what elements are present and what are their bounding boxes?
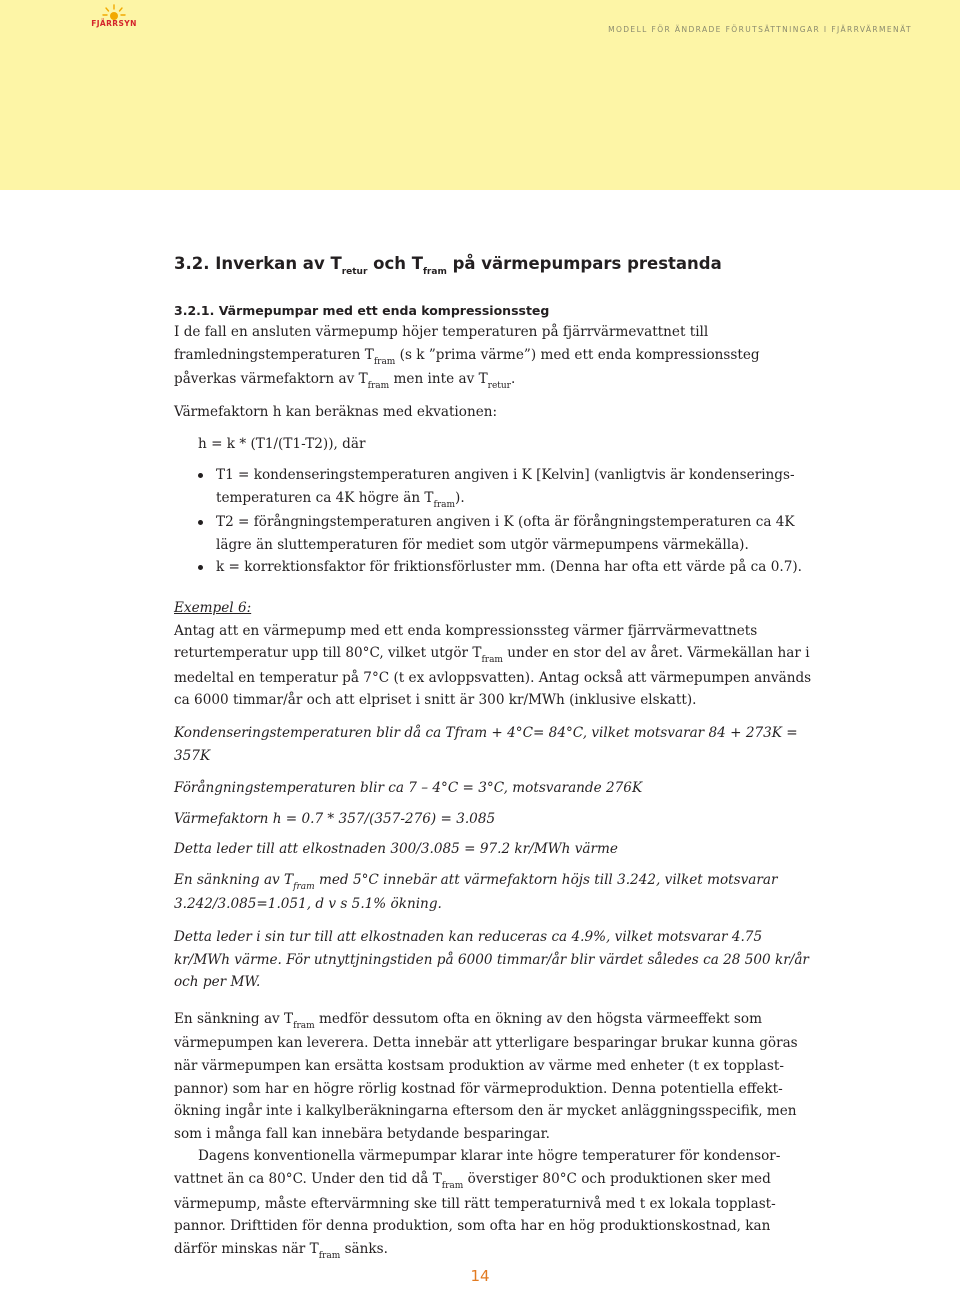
logo-text: FJÄRRSYN — [91, 19, 137, 28]
page-content — [174, 252, 814, 1262]
calc-condensing-temp: Kondenseringstemperaturen blir då ca Tfram + 4°C= 84°C, vilket motsvarar 84 + 273K = 357K — [174, 724, 798, 764]
calc-intro: Värmefaktorn h kan beräknas med ekvationen: — [174, 403, 498, 420]
calc-lowering: En sänkning av $T_{fram}$ med 5°C innebär att värmefaktorn höjs till 3.242, vilket motsvarar 3.242/3.085=1.051, d v s 5.1% ökning. — [174, 871, 778, 913]
page-number: 14 — [470, 1267, 490, 1285]
sun-icon — [102, 4, 126, 20]
section-title: 3.2. Inverkan av $T_{retur}$ och $T_{fram}$ på värmepumpars prestanda — [174, 254, 722, 277]
calc-cop: Värmefaktorn h = 0.7 * 357/(357-276) = 3.085 — [174, 810, 496, 827]
closing-paragraph-1: En sänkning av $T_{fram}$ medför dessutom ofta en ökning av den högsta värmeeffekt som värmepumpen kan leverera. Detta innebär att ytterligare besparingar brukar kunna göras när värmepumpen kan ersätta kostsam produktion av värme med enheter (t ex topplastpannor) som har en högre rörlig kostnad för värmeproduktion. Denna potentiella effektökning ingår inte i kalkylberäkningarna eftersom den är mycket anläggningsspecifik, men som i många fall kan innebära betydande besparingar. — [174, 1010, 798, 1142]
formula: h = k * (T1/(T1-T2)), där — [198, 436, 366, 453]
header-band — [0, 0, 960, 190]
example-label: Exempel 6: — [174, 599, 252, 616]
bullet-icon — [198, 565, 203, 570]
running-head: MODELL FÖR ÄNDRADE FÖRUTSÄTTNINGAR I FJÄRRVÄRMENÄT — [608, 25, 912, 34]
subsection-title: 3.2.1. Värmepumpar med ett enda kompressionssteg — [174, 303, 550, 318]
list-item: T2 = förångningstemperaturen angiven i K (ofta är förångningstemperaturen ca 4K lägre än sluttemperaturen för mediet som utgör värmepumpens värmekälla). — [174, 511, 814, 556]
calc-evaporating-temp: Förångningstemperaturen blir ca 7 – 4°C = 3°C, motsvarande 276K — [174, 780, 643, 797]
calc-savings: Detta leder i sin tur till att elkostnaden kan reduceras ca 4.9%, vilket motsvarar 4.75 kr/MWh värme. För utnyttjningstiden på 6000 timmar/år blir värdet således ca 28 500 kr/år och per MW. — [174, 929, 809, 991]
list-item: k = korrektionsfaktor för friktionsförluster mm. (Denna har ofta ett värde på ca 0.7). — [174, 556, 814, 579]
bullet-icon — [198, 520, 203, 525]
closing-paragraph-2: Dagens konventionella värmepumpar klarar inte högre temperaturer för kondensorvattnet än ca 80°C. Under den tid då $T_{fram}$ överstiger 80°C och produktionen sker med värmepump, måste eftervärmning ske till rätt temperaturnivå med t ex lokala topplastpannor. Drifttiden för denna produktion, som ofta har en hög produktionskostnad, kan därför minskas när $T_{fram}$ sänks. — [174, 1148, 781, 1261]
example-paragraph: Antag att en värmepump med ett enda kompressionssteg värmer fjärrvärmevattnets returtemperatur upp till 80°C, vilket utgör $T_{fram}$ under en stor del av året. Värmekällan har i medeltal en temperatur på 7°C (t ex avloppsvatten). Antag också att värmepumpen används ca 6000 timmar/år och att elpriset i snitt är 300 kr/MWh (inklusive elskatt). — [174, 622, 812, 709]
intro-paragraph: I de fall en ansluten värmepump höjer temperaturen på fjärrvärmevattnet till framledningstemperaturen $T_{fram}$ (s k ”prima värme”) med ett enda kompressionssteg påverkas värmefaktorn av $T_{fram}$ men inte av $T_{retur}$. — [174, 324, 760, 392]
bullet-icon — [198, 473, 203, 478]
variable-list — [174, 464, 814, 579]
fjarrsyn-logo — [88, 4, 140, 34]
calc-electricity-cost: Detta leder till att elkostnaden 300/3.085 = 97.2 kr/MWh värme — [174, 841, 618, 858]
list-item: T1 = kondenseringstemperaturen angiven i K [Kelvin] (vanligtvis är kondenseringstemperaturen ca 4K högre än $T_{fram}$). — [174, 464, 814, 511]
